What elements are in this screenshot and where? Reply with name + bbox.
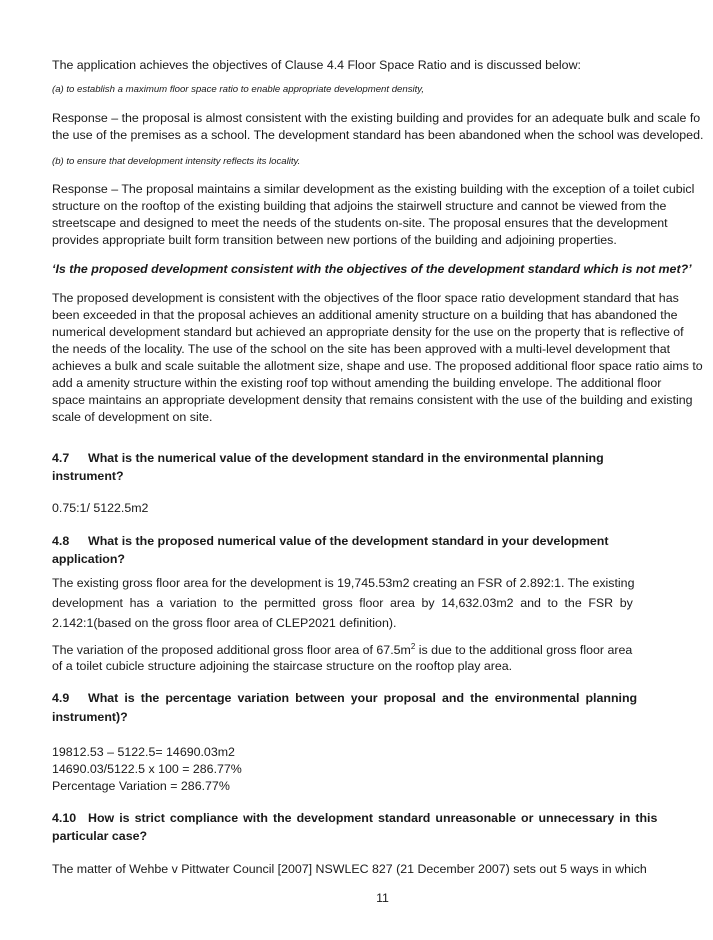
calc-line: 19812.53 – 5122.5= 14690.03m2 [52,745,235,759]
section-number: 4.7 [52,451,70,465]
response-a-line: the use of the premises as a school. The development standard has been abandoned when the school was developed. [52,128,704,142]
section-heading: What is the numerical value of the development standard in the environmental planning [88,451,604,465]
consistency-answer-line: achieves a bulk and scale suitable the allotment size, shape and use. The proposed additional floor space ratio aims to [52,359,703,373]
document-page [52,0,713,940]
response-b-line: provides appropriate built form transition between new portions of the building and adjoining properties. [52,233,617,247]
section-paragraph-line: development has a variation to the permitted gross floor area by 14,632.03m2 and to the FSR by [52,596,633,610]
response-b-line: Response – The proposal maintains a similar development as the existing building with the exception of a toilet cubicl [52,182,695,196]
calc-line: 14690.03/5122.5 x 100 = 286.77% [52,762,242,776]
section-number: 4.9 [52,691,70,705]
section-paragraph-line: of a toilet cubicle structure adjoining the staircase structure on the rooftop play area. [52,659,513,673]
section-heading: What is the proposed numerical value of the development standard in your development [88,534,609,548]
page-number: 11 [376,891,389,905]
objective-a: (a) to establish a maximum floor space ratio to enable appropriate development density, [52,84,425,95]
objective-b: (b) to ensure that development intensity reflects its locality. [52,156,301,167]
section-answer: The matter of Wehbe v Pittwater Council [2007] NSWLEC 827 (21 December 2007) sets out 5 ways in which [52,862,647,876]
consistency-answer-line: space maintains an appropriate development density that remains consistent with the use of the building and existing [52,393,693,407]
consistency-question: ‘Is the proposed development consistent with the objectives of the development standard which is not met?’ [52,262,692,276]
section-paragraph-line: 2.142:1(based on the gross floor area of CLEP2021 definition). [52,616,397,630]
response-b-line: streetscape and designed to meet the needs of the students on-site. The proposal ensures that the development [52,216,668,230]
intro-text: The application achieves the objectives of Clause 4.4 Floor Space Ratio and is discussed below: [52,58,581,72]
paragraph-text: is due to the additional gross floor area [415,643,633,658]
section-heading: particular case? [52,829,148,843]
consistency-answer-line: numerical development standard but achieved an appropriate density for the use on the property that is reflective of [52,325,684,339]
superscript: 2 [410,642,416,651]
section-heading: How is strict compliance with the development standard unreasonable or unnecessary in this [88,811,658,825]
calc-line: Percentage Variation = 286.77% [52,779,230,793]
paragraph-text: The variation of the proposed additional gross floor area of 67.5m [52,643,411,658]
section-heading: instrument)? [52,710,128,724]
consistency-answer-line: The proposed development is consistent with the objectives of the floor space ratio development standard that has [52,291,679,305]
section-paragraph-line: The existing gross floor area for the development is 19,745.53m2 creating an FSR of 2.892:1. The existing [52,576,635,590]
response-a-line: Response – the proposal is almost consistent with the existing building and provides for an adequate bulk and scale fo [52,111,701,125]
section-answer: 0.75:1/ 5122.5m2 [52,501,149,515]
consistency-answer-line: the needs of the locality. The use of the school on the site has been approved with a multi-level development that [52,342,671,356]
response-b-line: structure on the rooftop of the existing building that adjoins the stairwell structure and cannot be viewed from the [52,199,667,213]
section-number: 4.10 [52,811,77,825]
section-heading: instrument? [52,469,124,483]
section-heading: application? [52,552,125,566]
consistency-answer-line: been exceeded in that the proposal achieves an additional amenity structure on a building that has abandoned the [52,308,678,322]
section-number: 4.8 [52,534,70,548]
section-paragraph-line [52,638,632,659]
consistency-answer-line: add a amenity structure within the existing roof top without amending the building envelope. The additional floor [52,376,662,390]
section-heading: What is the percentage variation between your proposal and the environmental planning [88,691,638,705]
consistency-answer-line: scale of development on site. [52,410,213,424]
